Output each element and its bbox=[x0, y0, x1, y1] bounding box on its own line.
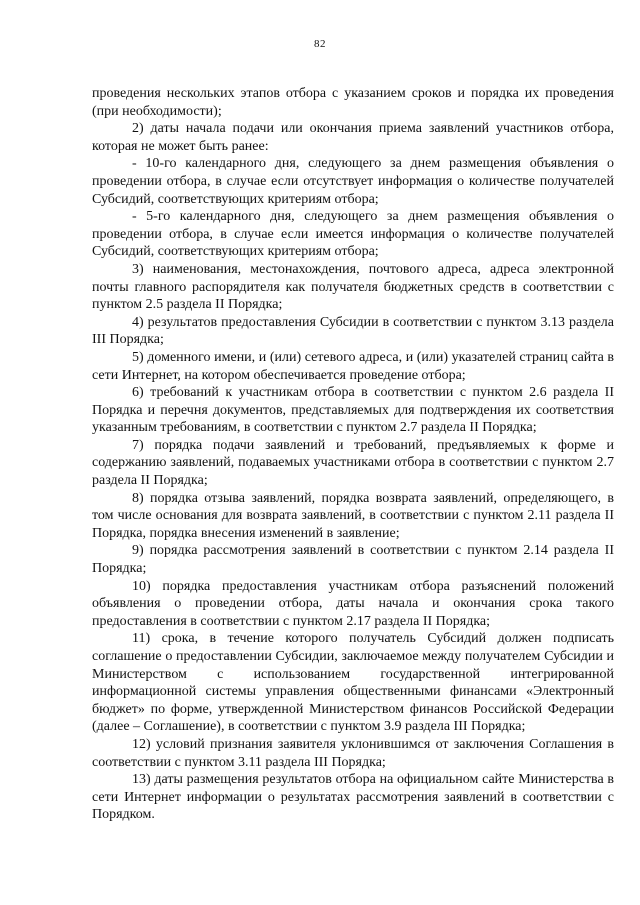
paragraph-item-10: 10) порядка предоставления участникам отбора разъяснений положений объявления о проведении отбора, даты начала и окончания срока такого предоставления в соответствии с пунктом 2.17 раздела II Порядка; bbox=[92, 578, 614, 629]
paragraph-item-2: 2) даты начала подачи или окончания приема заявлений участников отбора, которая не может быть ранее: bbox=[92, 121, 614, 154]
page-number: 82 bbox=[314, 38, 326, 50]
paragraph-item-4: 4) результатов предоставления Субсидии в соответствии с пунктом 3.13 раздела III Порядка; bbox=[92, 314, 614, 348]
paragraph-item-12: 12) условий признания заявителя уклонившимся от заключения Соглашения в соответствии с пунктом 3.11 раздела III Порядка; bbox=[92, 736, 614, 770]
paragraph-subitem-10-day: - 10-го календарного дня, следующего за днем размещения объявления о проведении отбора, в случае если отсутствует информация о количестве получателей Субсидий, соответствующих критериям отбора; bbox=[92, 156, 614, 207]
paragraph-item-9: 9) порядка рассмотрения заявлений в соответствии с пунктом 2.14 раздела II Порядка; bbox=[92, 543, 614, 577]
paragraph-item-3: 3) наименования, местонахождения, почтового адреса, адреса электронной почты главного распорядителя как получателя бюджетных средств в соответствии с пунктом 2.5 раздела II Порядка; bbox=[92, 261, 614, 313]
paragraph-subitem-5-day: - 5-го календарного дня, следующего за днем размещения объявления о проведении отбора, в случае если имеется информация о количестве получателей Субсидий, соответствующих критериям отбора; bbox=[92, 209, 614, 260]
paragraph-item-11: 11) срока, в течение которого получатель Субсидий должен подписать соглашение о предоставлении Субсидии, заключаемое между получателем Субсидии и Министерством с использованием государственной интегрированной информационной системы управления общественными финансами «Электронный бюджет» по форме, утвержденной Министерством финансов Российской Федерации (далее – Соглашение), в соответствии с пунктом 3.9 раздела III Порядка; bbox=[92, 631, 614, 735]
document-body bbox=[92, 85, 614, 824]
paragraph-continuation: проведения нескольких этапов отбора с указанием сроков и порядка их проведения (при необходимости); bbox=[92, 86, 614, 119]
paragraph-item-7: 7) порядка подачи заявлений и требований, предъявляемых к форме и содержанию заявлений, подаваемых участниками отбора в соответствии с пунктом 2.7 раздела II Порядка; bbox=[92, 437, 614, 489]
paragraph-item-5: 5) доменного имени, и (или) сетевого адреса, и (или) указателей страниц сайта в сети Интернет, на котором обеспечивается проведение отбора; bbox=[92, 349, 614, 383]
paragraph-item-6: 6) требований к участникам отбора в соответствии с пунктом 2.6 раздела II Порядка и перечня документов, представляемых для подтверждения их соответствия указанным требованиям, в соответствии с пунктом 2.7 раздела II Порядка; bbox=[92, 385, 614, 436]
paragraph-item-13: 13) даты размещения результатов отбора на официальном сайте Министерства в сети Интернет информации о результатах рассмотрения заявлений в соответствии с Порядком. bbox=[92, 772, 614, 823]
paragraph-item-8: 8) порядка отзыва заявлений, порядка возврата заявлений, определяющего, в том числе основания для возврата заявлений, в соответствии с пунктом 2.11 раздела II Порядка, порядка внесения изменений в заявление; bbox=[92, 490, 614, 541]
